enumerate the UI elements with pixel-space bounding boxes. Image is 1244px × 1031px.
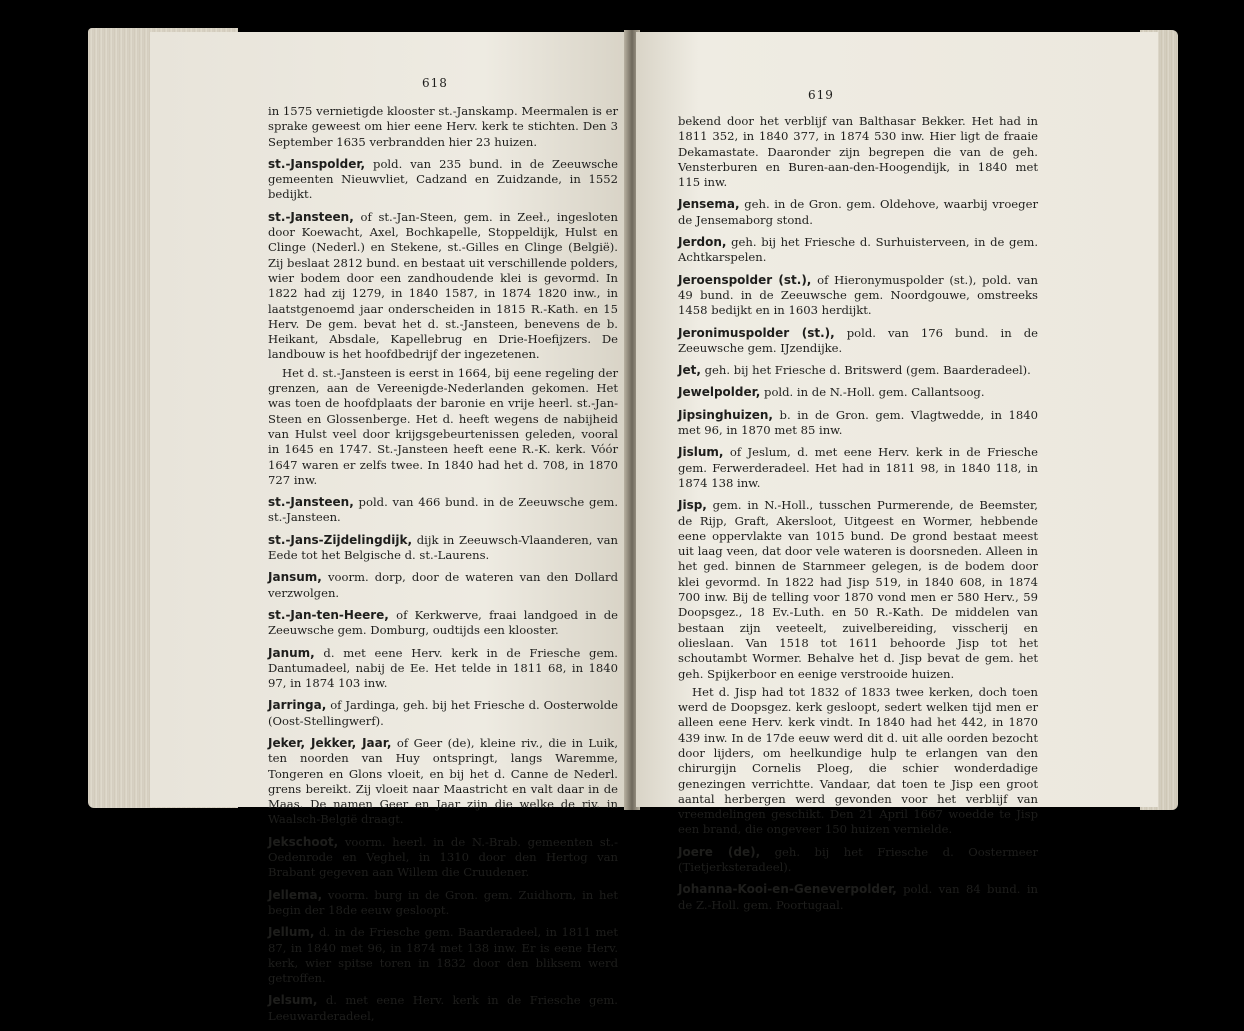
dictionary-entry [268,993,618,1024]
entry-text: geh. bij het Friesche d. Oostermeer (Tietjerksteradeel). [678,844,1038,875]
entry-text: pold. van 466 bund. in de Zeeuwsche gem. st.-Jansteen. [268,495,618,525]
left-page [150,32,628,1023]
entry-headword: Jewelpolder, [678,385,761,400]
dictionary-entry [678,363,1038,378]
dictionary-entry [268,533,618,564]
dictionary-entry [268,646,618,692]
entry-text: b. in de Gron. gem. Vlagtwedde, in 1840 met 96, in 1870 met 85 inw. [678,407,1038,438]
entry-text: Het d. st.-Jansteen is eerst in 1664, bij eene regeling der grenzen, aan de Vereenigde-Nederlanden gekomen. Het was toen de hoofdplaats der baronie en vrije heerl. st.-Jan-Steen en Glossenberge. Het d. heeft wegens de nabijheid van Hulst veel door krijgsgebeurtenissen geleden, vooral in 1645 en 1747. St.-Jansteen heeft eene R.-K. kerk. Vóór 1647 waren er zelfs twee. In 1840 had het d. 708, in 1870 727 inw. [268,365,618,487]
page-number: 618 [422,76,448,90]
entry-headword: Janum, [268,645,315,660]
dictionary-entry [678,385,1038,400]
entry-headword: Jarringa, [268,698,327,713]
dictionary-entry [268,570,618,601]
dictionary-entry [268,608,618,639]
entry-headword: Jeker, Jekker, Jaar, [268,735,392,750]
entry-text: d. in de Friesche gem. Baarderadeel, in 1811 met 87, in 1840 met 96, in 1874 met 138 inw. Er is eene Herv. kerk, wier spitse toren in 1832 door den bliksem werd getroffen. [268,925,618,986]
dictionary-entry [678,235,1038,266]
dictionary-entry [678,685,1038,838]
entry-headword: Jeronimuspolder (st.), [678,325,835,340]
entry-text: voorm. heerl. in de N.-Brab. gemeenten st.-Oedenrode en Veghel, in 1310 door den Hertog van Brabant gegeven aan Willem die Cruudener. [268,834,618,880]
right-page [636,32,1158,912]
dictionary-entry [678,273,1038,319]
entry-text: dijk in Zeeuwsch-Vlaanderen, van Eede tot het Belgische d. st.-Laurens. [268,532,618,563]
entry-text: of Jardinga, geh. bij het Friesche d. Oosterwolde (Oost-Stellingwerf). [268,698,618,728]
dictionary-entry [678,326,1038,357]
entry-headword: Jislum, [678,445,724,460]
entry-text: geh. bij het Friesche d. Surhuisterveen, in de gem. Achtkarspelen. [678,235,1038,265]
entry-headword: Jelsum, [268,993,318,1008]
entry-text: d. met eene Herv. kerk in de Friesche gem. Leeuwarderadeel, [268,993,618,1023]
entry-text: of Hieronymuspolder (st.), pold. van 49 bund. in de Zeeuwsche gem. Noordgouwe, omstreeks 1458 bedijkt en in 1603 herdijkt. [678,272,1039,318]
entry-text: of st.-Jan-Steen, gem. in Zeeł., ingesloten door Koewacht, Axel, Bochkapelle, Stoppeldijk, Hulst en Clinge (Nederl.) en Stekene, st.-Gilles en Clinge (België). Zij beslaat 2812 bund. en bestaat uit verschillende polders, wier bodem door een zandhoudende klei is gevormd. In 1822 had zij 1279, in 1840 1587, in 1874 1820 inw., in laatstgenoemd jaar onderscheiden in 1815 R.-Kath. en 15 Herv. De gem. bevat het d. st.-Jansteen, benevens de b. Heikant, Absdale, Kapellebrug en Drie-Hoefijzers. De landbouw is het hoofdbedrijf der ingezetenen. [268,209,618,362]
entry-headword: Jeroenspolder (st.), [678,272,812,287]
dictionary-entry [268,736,618,828]
entry-text: pold. in de N.-Holl. gem. Callantsoog. [760,385,985,400]
dictionary-entry [268,925,618,986]
entry-headword: Jerdon, [678,235,727,250]
entry-text: d. met eene Herv. kerk in de Friesche gem. Dantumadeel, nabij de Ee. Het telde in 1811 68, in 1840 97, in 1874 103 inw. [268,645,618,691]
entry-text: gem. in N.-Holl., tusschen Purmerende, de Beemster, de Rijp, Graft, Akersloot, Uitgeest en Wormer, hebbende eene oppervlakte van 1015 bund. De grond bestaat meest uit laag veen, dat door vele wateren is doorsneden. Alleen in het ged. binnen de Starnmeer gelegen, is de bodem door klei gevormd. In 1822 had Jisp 519, in 1840 608, in 1874 700 inw. Bij de telling voor 1870 vond men er 580 Herv., 59 Doopsgez., 18 Ev.-Luth. en 50 R.-Kath. De middelen van bestaan zijn veeteelt, zuivelbereiding, visscherij en olieslaan. Van 1518 tot 1611 behoorde Jisp tot het schoutambt Wormer. Behalve het d. Jisp bevat de gem. het geh. Spijkerboor en eenige verstrooide huizen. [678,498,1038,681]
entry-headword: Joere (de), [678,844,761,859]
entry-headword: st.-Janspolder, [268,156,366,171]
dictionary-entry [268,157,618,203]
entry-text: of Kerkwerve, fraai landgoed in de Zeeuwsche gem. Domburg, oudtijds een klooster. [268,607,618,638]
dictionary-entry [678,845,1038,876]
dictionary-entry [268,698,618,729]
entry-text: geh. in de Gron. gem. Oldehove, waarbij vroeger de Jensemaborg stond. [678,197,1038,227]
dictionary-entry [678,498,1038,682]
entry-headword: st.-Jansteen, [268,209,354,224]
left-column-text [268,104,618,1031]
dictionary-entry [678,882,1038,913]
entry-text: pold. van 84 bund. in de Z.-Holl. gem. Poortugaal. [678,882,1038,912]
entry-text: bekend door het verblijf van Balthasar Bekker. Het had in 1811 352, in 1840 377, in 1874 530 inw. Hier ligt de fraaie Dekamastate. Daaronder zijn begrepen die van de geh. Vensterburen en Buren-aan-den-Hoogendijk, in 1840 met 115 inw. [678,114,1038,190]
dictionary-entry [268,888,618,919]
entry-headword: Johanna-Kooi-en-Geneverpolder, [678,882,897,897]
entry-text: geh. bij het Friesche d. Britswerd (gem. Baarderadeel). [700,363,1031,378]
dictionary-entry [678,408,1038,439]
entry-text: Het d. Jisp had tot 1832 of 1833 twee kerken, doch toen werd de Doopsgez. kerk gesloopt, sedert welken tijd men er alleen eene Herv. kerk vindt. In 1840 had het 442, in 1870 439 inw. In de 17de eeuw werd dit d. uit alle oorden bezocht door lijders, om heelkundige hulp te erlangen van den chirurgijn Cornelis Ploeg, die schier wonderdadige genezingen verrichtte. Vandaar, dat toen te Jisp een groot aantal herbergen werd gevonden voor het verblijf van vreemdelingen geschikt. Den 21 April 1667 woedde te Jisp een brand, die ongeveer 150 huizen vernielde. [678,684,1038,837]
entry-text: of Jeslum, d. met eene Herv. kerk in de Friesche gem. Ferwerderadeel. Het had in 1811 98, in 1840 118, in 1874 138 inw. [678,445,1038,490]
entry-headword: Jipsinghuizen, [678,407,773,422]
entry-text: pold. van 176 bund. in de Zeeuwsche gem. IJzendijke. [678,325,1038,355]
entry-headword: Jekschoot, [268,834,339,849]
entry-headword: Jisp, [678,498,707,513]
entry-headword: Jellum, [268,925,315,940]
entry-headword: Jellema, [268,887,323,902]
right-column-text [678,114,1038,920]
dictionary-entry [678,445,1038,491]
dictionary-entry [268,835,618,881]
dictionary-entry [268,495,618,526]
entry-text: voorm. burg in de Gron. gem. Zuidhorn, in het begin der 18de eeuw gesloopt. [268,887,618,917]
entry-headword: Jet, [678,363,701,378]
entry-headword: Jansum, [268,570,322,585]
entry-headword: Jensema, [678,197,740,212]
dictionary-entry [268,104,618,150]
dictionary-entry [268,366,618,488]
dictionary-entry [268,210,618,363]
entry-headword: st.-Jansteen, [268,495,354,510]
entry-text: voorm. dorp, door de wateren van den Dollard verzwolgen. [268,570,618,600]
entry-text: of Geer (de), kleine riv., die in Luik, ten noorden van Huy ontspringt, langs Waremme, Tongeren en Glons vloeit, en bij het d. Canne de Nederl. grens bereikt. Zij vloeit naar Maastricht en valt daar in de Maas. De namen Geer en Jaar zijn die welke de riv. in Waalsch-België draagt. [268,735,619,827]
entry-text: pold. van 235 bund. in de Zeeuwsche gemeenten Nieuwvliet, Cadzand en Zuidzande, in 1552 bedijkt. [268,156,618,202]
entry-headword: st.-Jans-Zijdelingdijk, [268,532,413,547]
dictionary-entry [678,114,1038,190]
entry-text: in 1575 vernietigde klooster st.-Janskamp. Meermalen is er sprake geweest om hier eene Herv. kerk te stichten. Den 3 September 1635 verbrandden hier 23 huizen. [268,104,618,149]
entry-headword: st.-Jan-ten-Heere, [268,607,389,622]
dictionary-entry [678,197,1038,228]
page-number: 619 [808,88,834,102]
